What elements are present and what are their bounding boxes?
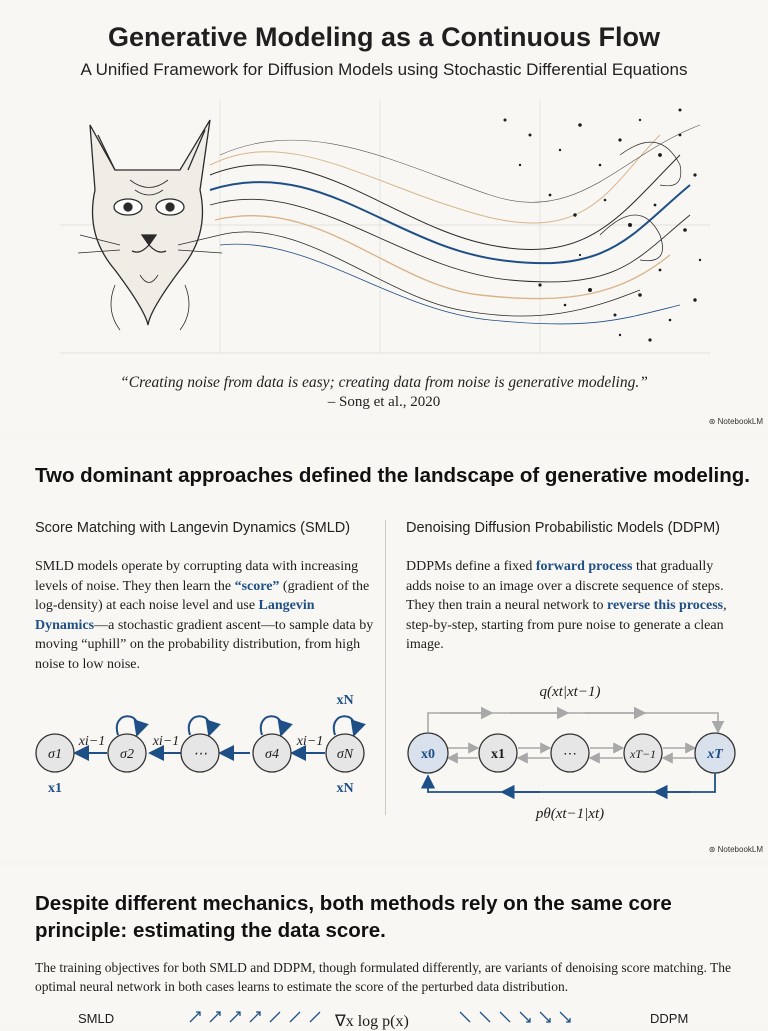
ddpm-label-bottom: DDPM (650, 1011, 689, 1026)
slide-approaches (0, 440, 768, 858)
score-term: “score” (234, 578, 280, 594)
section-heading-approaches: Two dominant approaches defined the landscape of generative modeling. (35, 464, 750, 487)
cat-to-noise-illustration (60, 95, 710, 360)
smld-node-label-4: σ4 (265, 747, 279, 762)
smld-edge-label-3: xi−1 (296, 734, 324, 749)
smld-description: SMLD models operate by corrupting data with increasing levels of noise. They then learn the “score” (gradient of the log-density) at each noise level and use Langevin Dynamics—a stochastic gradient ascent—to sample data by moving “uphill” on the probability distribution, from high noise to low noise. (35, 559, 374, 672)
smld-node-label-2: σ2 (120, 747, 134, 762)
ddpm-node-label-1: x0 (421, 747, 435, 762)
smld-column-title: Score Matching with Langevin Dynamics (SMLD) (35, 520, 351, 536)
reverse-process-term: reverse this process (606, 598, 724, 613)
score-formula: ∇x log p(x) (335, 1013, 409, 1030)
page-subtitle: A Unified Framework for Diffusion Models using Stochastic Differential Equations (80, 60, 688, 79)
notebooklm-icon: ⊛ (708, 417, 716, 426)
ddpm-column-title: Denoising Diffusion Probabilistic Models (DDPM) (406, 520, 721, 536)
smld-label-bottom: SMLD (78, 1011, 115, 1026)
ddpm-diagram (400, 680, 745, 825)
ddpm-node-label-3: ⋯ (563, 747, 577, 762)
quote-attribution: – Song et al., 2020 (327, 394, 441, 410)
section-heading-core-principle: Despite different mechanics, both methods rely on the same core principle: estimating the data score. (35, 892, 672, 942)
page-title: Generative Modeling as a Continuous Flow (107, 22, 661, 52)
smld-bottom-right-label: xN (336, 781, 354, 796)
notebooklm-icon-2: ⊛ (708, 845, 716, 854)
ddpm-node-label-4: xT−1 (629, 747, 657, 761)
forward-process-term: forward process (535, 559, 633, 574)
smld-edge-label-2: xi−1 (152, 734, 180, 749)
flow-lines (210, 125, 700, 324)
notebooklm-watermark: ⊛ NotebookLM (708, 417, 763, 426)
smld-top-label: xN (336, 693, 354, 708)
langevin-term: Langevin Dynamics (35, 598, 315, 633)
slide-core-principle (0, 866, 768, 1030)
cat-head-drawing (78, 120, 222, 330)
notebooklm-watermark-2: ⊛ NotebookLM (708, 845, 763, 854)
core-principle-description: The training objectives for both SMLD and DDPM, though formulated differently, are variants of denoising score matching. The optimal neural network in both cases learns to estimate the score of the perturbed data distribution. (35, 960, 731, 994)
smld-node-label-3: ⋯ (193, 747, 207, 762)
ddpm-description: DDPMs define a fixed forward process that gradually adds noise to an image over a discrete sequence of steps. They then train a neural network to reverse this process, step-by-step, starting from pure noise to generate a clean image. (406, 559, 727, 652)
smld-edge-label-1: xi−1 (78, 734, 106, 749)
smld-node-label-5: σN (336, 747, 354, 762)
slide-title (0, 0, 768, 432)
column-divider (385, 520, 386, 815)
ddpm-reverse-label: pθ(xt−1|xt) (535, 806, 605, 822)
ddpm-node-label-2: x1 (491, 747, 505, 762)
smld-diagram (30, 690, 380, 800)
smld-node-label-1: σ1 (48, 747, 62, 762)
smld-bottom-left-label: x1 (48, 781, 62, 796)
ddpm-forward-label: q(xt|xt−1) (539, 684, 601, 700)
quote-text: “Creating noise from data is easy; creating data from noise is generative modeling.” (120, 374, 648, 391)
ddpm-node-label-5: xT (707, 747, 723, 762)
